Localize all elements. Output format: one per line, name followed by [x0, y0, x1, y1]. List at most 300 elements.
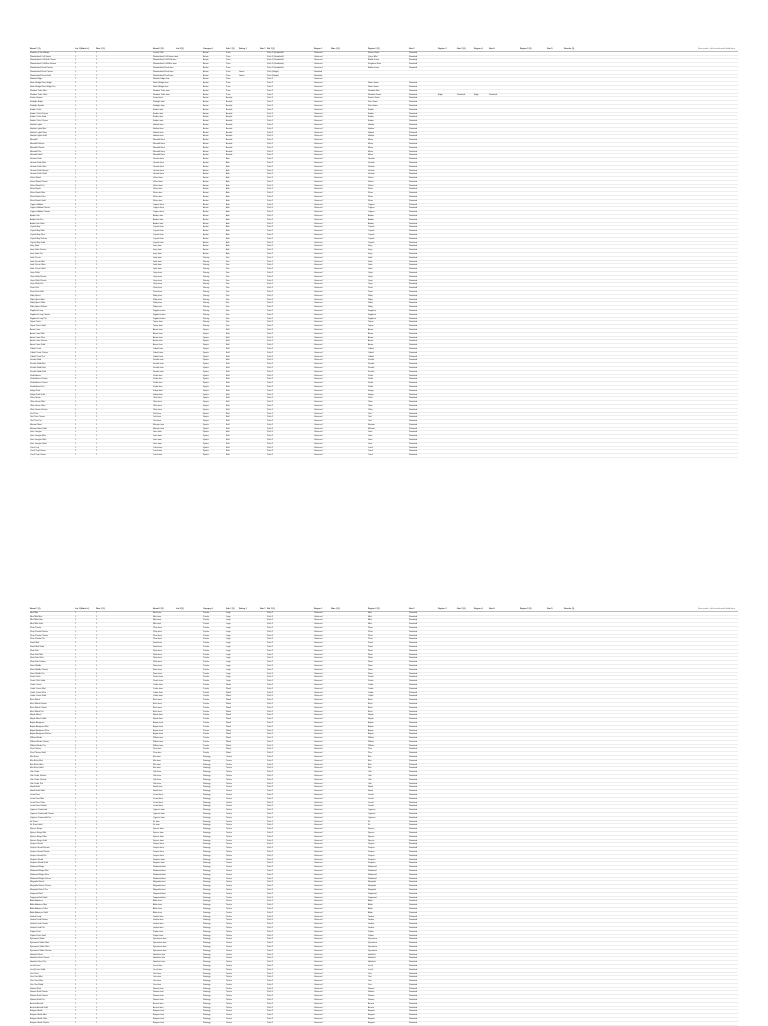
table-cell[interactable]: [260, 329, 266, 332]
table-cell[interactable]: Sports: [203, 416, 209, 419]
table-cell[interactable]: [645, 654, 735, 657]
table-cell[interactable]: [564, 726, 644, 729]
table-cell[interactable]: [438, 264, 456, 267]
table-cell[interactable]: Rowan item: [153, 991, 164, 994]
table-cell[interactable]: [176, 128, 202, 131]
table-cell[interactable]: Silver Brook Ultra: [30, 196, 46, 199]
table-cell[interactable]: Universal: [314, 881, 323, 884]
table-cell[interactable]: [331, 904, 367, 907]
table-cell[interactable]: [645, 767, 735, 770]
table-cell[interactable]: [645, 124, 735, 127]
table-cell[interactable]: [474, 718, 488, 721]
table-cell[interactable]: [489, 828, 519, 831]
table-cell[interactable]: Aspen: [368, 729, 374, 732]
table-cell[interactable]: Game: [239, 74, 245, 77]
table-cell[interactable]: Pack 2: [267, 885, 274, 888]
table-cell[interactable]: Linden: [368, 919, 375, 922]
table-cell[interactable]: [239, 847, 259, 850]
table-cell[interactable]: [239, 86, 259, 89]
table-cell[interactable]: Tactics: [226, 915, 233, 918]
table-cell[interactable]: [260, 94, 266, 97]
table-cell[interactable]: Universal: [314, 302, 323, 305]
table-cell[interactable]: 1: [96, 805, 98, 808]
table-cell[interactable]: [520, 101, 546, 104]
table-cell[interactable]: Universal: [314, 154, 323, 157]
table-cell[interactable]: [457, 223, 473, 226]
table-cell[interactable]: Racing: [203, 291, 210, 293]
table-cell[interactable]: Universal: [314, 699, 323, 702]
table-cell[interactable]: Action: [203, 146, 209, 149]
table-cell[interactable]: [239, 367, 259, 370]
table-cell[interactable]: [438, 120, 456, 123]
table-cell[interactable]: [547, 824, 563, 827]
table-cell[interactable]: [457, 424, 473, 427]
column-header[interactable]: Stat 3 (1): [457, 48, 466, 50]
table-cell[interactable]: [489, 779, 519, 782]
table-cell[interactable]: [520, 619, 546, 622]
table-cell[interactable]: 1: [75, 82, 77, 85]
table-cell[interactable]: [239, 226, 259, 229]
table-cell[interactable]: Standard: [409, 355, 418, 358]
table-cell[interactable]: Pack 2: [267, 306, 274, 309]
table-cell[interactable]: Standard: [409, 104, 418, 107]
table-cell[interactable]: [547, 226, 563, 229]
table-cell[interactable]: [489, 375, 519, 378]
table-cell[interactable]: [260, 889, 266, 892]
table-cell[interactable]: Puzzle: [203, 661, 210, 664]
table-cell[interactable]: [438, 726, 456, 729]
table-cell[interactable]: [474, 226, 488, 229]
table-cell[interactable]: [547, 253, 563, 256]
table-cell[interactable]: [176, 207, 202, 210]
table-cell[interactable]: [260, 654, 266, 657]
table-cell[interactable]: [176, 439, 202, 442]
table-cell[interactable]: Tactics: [226, 771, 233, 774]
table-cell[interactable]: [457, 927, 473, 930]
table-cell[interactable]: Universal: [314, 649, 323, 652]
table-cell[interactable]: [457, 718, 473, 721]
table-cell[interactable]: [564, 942, 644, 945]
table-cell[interactable]: [645, 154, 735, 157]
table-cell[interactable]: [520, 817, 546, 820]
table-cell[interactable]: Standard: [409, 283, 418, 286]
table-cell[interactable]: [547, 234, 563, 237]
table-cell[interactable]: 1: [75, 207, 77, 210]
table-cell[interactable]: [520, 132, 546, 135]
table-cell[interactable]: 1: [96, 272, 98, 275]
table-cell[interactable]: [520, 162, 546, 165]
table-cell[interactable]: [457, 185, 473, 188]
table-cell[interactable]: [457, 420, 473, 423]
table-cell[interactable]: Pack 2: [267, 858, 274, 861]
table-cell[interactable]: [176, 824, 202, 827]
table-cell[interactable]: [645, 204, 735, 207]
table-cell[interactable]: [489, 855, 519, 858]
table-cell[interactable]: [564, 824, 644, 827]
table-cell[interactable]: [564, 344, 644, 347]
table-cell[interactable]: [645, 82, 735, 85]
column-header[interactable]: Region 1: [314, 48, 323, 50]
table-cell[interactable]: [176, 344, 202, 347]
table-cell[interactable]: Action: [203, 120, 209, 123]
table-cell[interactable]: Action: [203, 116, 209, 119]
column-header[interactable]: Ref 1 (1): [267, 48, 275, 50]
table-cell[interactable]: [489, 310, 519, 313]
table-cell[interactable]: Pack 2: [267, 983, 274, 986]
table-cell[interactable]: Scarlet Field Mini: [30, 363, 46, 366]
table-cell[interactable]: [260, 158, 266, 161]
table-cell[interactable]: [438, 866, 456, 869]
table-cell[interactable]: [176, 874, 202, 877]
table-cell[interactable]: [547, 961, 563, 964]
table-cell[interactable]: [438, 63, 456, 66]
table-cell[interactable]: Standard: [409, 116, 418, 119]
column-header[interactable]: Stat 3 (1): [457, 608, 466, 610]
table-cell[interactable]: Sports: [203, 370, 209, 373]
table-cell[interactable]: [438, 722, 456, 725]
table-cell[interactable]: Harbor item: [153, 123, 164, 126]
table-cell[interactable]: [645, 684, 735, 687]
table-cell[interactable]: [645, 359, 735, 362]
table-cell[interactable]: [520, 226, 546, 229]
table-cell[interactable]: [239, 409, 259, 412]
table-cell[interactable]: [331, 699, 367, 702]
table-cell[interactable]: [547, 779, 563, 782]
table-cell[interactable]: [645, 177, 735, 180]
table-cell[interactable]: [176, 942, 202, 945]
table-cell[interactable]: Poplar item: [153, 934, 164, 937]
table-cell[interactable]: [331, 1014, 367, 1017]
table-cell[interactable]: [260, 116, 266, 119]
table-cell[interactable]: [331, 439, 367, 442]
table-cell[interactable]: [520, 310, 546, 313]
table-cell[interactable]: [260, 646, 266, 649]
table-cell[interactable]: [645, 447, 735, 450]
table-cell[interactable]: Puzz: [226, 59, 231, 62]
table-cell[interactable]: [474, 86, 488, 89]
table-cell[interactable]: Pack 2: [267, 683, 274, 686]
table-cell[interactable]: [520, 200, 546, 203]
table-cell[interactable]: 1: [75, 328, 77, 331]
table-cell[interactable]: 1: [96, 336, 98, 339]
table-cell[interactable]: Ruby Sprint Ultra: [30, 302, 46, 305]
table-cell[interactable]: Tactics: [226, 801, 233, 804]
table-cell[interactable]: Universal: [314, 139, 323, 142]
table-cell[interactable]: [564, 741, 644, 744]
table-cell[interactable]: Sports: [203, 389, 209, 392]
table-cell[interactable]: Standard: [409, 896, 418, 899]
table-cell[interactable]: [438, 435, 456, 438]
table-cell[interactable]: [645, 276, 735, 279]
table-cell[interactable]: Tactics: [226, 763, 233, 766]
table-cell[interactable]: [645, 779, 735, 782]
table-cell[interactable]: Ball: [226, 439, 230, 442]
table-cell[interactable]: [457, 893, 473, 896]
table-cell[interactable]: Wonderland Coll Blue item: [153, 63, 177, 66]
table-cell[interactable]: [176, 211, 202, 214]
table-cell[interactable]: [474, 714, 488, 717]
table-cell[interactable]: [176, 86, 202, 89]
table-cell[interactable]: Acacia item: [153, 1006, 164, 1009]
table-cell[interactable]: [547, 775, 563, 778]
table-cell[interactable]: Mint item: [153, 611, 162, 614]
table-cell[interactable]: [176, 401, 202, 404]
table-cell[interactable]: 1: [75, 154, 77, 157]
table-cell[interactable]: [489, 318, 519, 321]
table-cell[interactable]: [489, 386, 519, 389]
table-cell[interactable]: [176, 847, 202, 850]
table-cell[interactable]: [331, 264, 367, 267]
table-cell[interactable]: [260, 684, 266, 687]
table-cell[interactable]: Ember item: [153, 112, 164, 115]
table-cell[interactable]: [331, 832, 367, 835]
table-cell[interactable]: [438, 162, 456, 165]
table-cell[interactable]: Tactics: [226, 964, 233, 967]
table-cell[interactable]: Universal: [314, 775, 323, 778]
table-cell[interactable]: Pack 2: [267, 249, 274, 252]
table-cell[interactable]: Standard: [409, 454, 418, 457]
table-cell[interactable]: Sycamore item: [153, 945, 167, 948]
table-cell[interactable]: [260, 859, 266, 862]
table-cell[interactable]: [547, 443, 563, 446]
table-cell[interactable]: [547, 631, 563, 634]
table-cell[interactable]: [331, 824, 367, 827]
table-cell[interactable]: 1: [75, 317, 77, 320]
table-cell[interactable]: [547, 692, 563, 695]
table-cell[interactable]: Pack 2: [267, 721, 274, 724]
table-cell[interactable]: [520, 722, 546, 725]
table-cell[interactable]: [331, 287, 367, 290]
table-cell[interactable]: [260, 999, 266, 1002]
table-cell[interactable]: [176, 783, 202, 786]
table-cell[interactable]: [176, 181, 202, 184]
table-cell[interactable]: [474, 264, 488, 267]
table-cell[interactable]: Cobalt Court Pro: [30, 355, 45, 358]
table-cell[interactable]: [438, 931, 456, 934]
table-cell[interactable]: [489, 881, 519, 884]
table-cell[interactable]: [331, 984, 367, 987]
table-cell[interactable]: Hazel item: [153, 786, 163, 789]
table-cell[interactable]: Logic: [226, 619, 231, 622]
table-cell[interactable]: [176, 790, 202, 793]
table-cell[interactable]: 1: [96, 744, 98, 747]
table-cell[interactable]: Wonderland Rush Gold: [30, 74, 51, 77]
table-cell[interactable]: [564, 707, 644, 710]
table-cell[interactable]: [260, 109, 266, 112]
table-cell[interactable]: [520, 291, 546, 294]
table-cell[interactable]: [239, 767, 259, 770]
table-cell[interactable]: Cedar Cross Mini: [30, 687, 46, 690]
table-cell[interactable]: 1: [75, 657, 77, 660]
table-cell[interactable]: [260, 192, 266, 195]
table-cell[interactable]: [645, 866, 735, 869]
table-cell[interactable]: 1: [75, 161, 77, 164]
table-cell[interactable]: 1: [96, 672, 98, 675]
table-cell[interactable]: Universal: [314, 976, 323, 979]
table-cell[interactable]: [474, 143, 488, 146]
table-cell[interactable]: [474, 196, 488, 199]
table-cell[interactable]: Sequoia Stand: [30, 858, 44, 861]
table-cell[interactable]: [438, 779, 456, 782]
table-cell[interactable]: [457, 642, 473, 645]
table-cell[interactable]: [438, 234, 456, 237]
table-cell[interactable]: [239, 204, 259, 207]
table-cell[interactable]: [520, 673, 546, 676]
table-cell[interactable]: Lime item: [153, 442, 162, 445]
table-cell[interactable]: [520, 669, 546, 672]
table-cell[interactable]: [239, 859, 259, 862]
table-cell[interactable]: [547, 916, 563, 919]
table-cell[interactable]: [520, 866, 546, 869]
table-cell[interactable]: [564, 291, 644, 294]
table-cell[interactable]: [645, 348, 735, 351]
table-cell[interactable]: [239, 420, 259, 423]
table-cell[interactable]: Peach item: [153, 680, 164, 683]
table-cell[interactable]: [457, 931, 473, 934]
table-cell[interactable]: [239, 268, 259, 271]
table-cell[interactable]: Granite: [368, 169, 375, 172]
table-cell[interactable]: [331, 166, 367, 169]
table-cell[interactable]: 1: [75, 378, 77, 381]
table-cell[interactable]: [260, 912, 266, 915]
table-cell[interactable]: Universal: [314, 1014, 323, 1017]
table-cell[interactable]: [409, 78, 437, 81]
table-cell[interactable]: Spruce: [368, 832, 375, 835]
table-cell[interactable]: Azure: [368, 344, 374, 347]
table-cell[interactable]: Standard: [409, 851, 418, 853]
table-cell[interactable]: Standard: [409, 120, 418, 123]
table-cell[interactable]: 1: [75, 778, 77, 781]
table-cell[interactable]: 1: [96, 923, 98, 926]
table-cell[interactable]: [520, 642, 546, 645]
table-cell[interactable]: [176, 973, 202, 976]
table-cell[interactable]: [457, 881, 473, 884]
table-cell[interactable]: Alder: [368, 900, 373, 903]
table-cell[interactable]: 1: [96, 767, 98, 770]
table-cell[interactable]: Edge: [438, 93, 443, 96]
table-cell[interactable]: Standard: [409, 177, 418, 180]
table-cell[interactable]: [176, 405, 202, 408]
table-cell[interactable]: [176, 170, 202, 173]
table-cell[interactable]: [331, 931, 367, 934]
table-cell[interactable]: [520, 120, 546, 123]
table-cell[interactable]: Action: [203, 188, 209, 191]
table-cell[interactable]: [457, 242, 473, 245]
table-cell[interactable]: [331, 965, 367, 968]
table-cell[interactable]: 1: [75, 279, 77, 282]
table-cell[interactable]: 1: [75, 866, 77, 869]
table-cell[interactable]: [457, 348, 473, 351]
table-cell[interactable]: Spruce Siege: [30, 828, 43, 831]
table-cell[interactable]: [645, 619, 735, 622]
table-cell[interactable]: Pack 2: [267, 158, 274, 161]
table-cell[interactable]: Harbor item: [153, 135, 164, 138]
table-cell[interactable]: [547, 264, 563, 267]
table-cell[interactable]: [645, 401, 735, 404]
table-cell[interactable]: [645, 931, 735, 934]
table-cell[interactable]: Pack 2: [267, 714, 274, 717]
table-cell[interactable]: [239, 673, 259, 676]
table-cell[interactable]: [239, 97, 259, 100]
table-cell[interactable]: Indigo item: [153, 389, 163, 392]
table-cell[interactable]: Universal: [314, 370, 323, 373]
table-cell[interactable]: [457, 631, 473, 634]
table-cell[interactable]: Pack 2: [267, 942, 274, 945]
table-cell[interactable]: [457, 78, 473, 81]
table-cell[interactable]: Pack 2: [267, 896, 274, 899]
table-cell[interactable]: [564, 162, 644, 165]
table-cell[interactable]: [331, 124, 367, 127]
table-cell[interactable]: Tactics: [226, 794, 233, 797]
table-cell[interactable]: [260, 337, 266, 340]
table-cell[interactable]: [457, 866, 473, 869]
table-cell[interactable]: Strategy: [203, 824, 211, 827]
table-cell[interactable]: [260, 904, 266, 907]
table-cell[interactable]: [520, 371, 546, 374]
table-cell[interactable]: Standard: [409, 756, 418, 759]
table-cell[interactable]: [176, 261, 202, 264]
table-cell[interactable]: [331, 268, 367, 271]
table-cell[interactable]: [547, 63, 563, 66]
table-cell[interactable]: Tactics: [226, 919, 233, 922]
table-cell[interactable]: Standard: [409, 1014, 418, 1017]
table-cell[interactable]: [547, 413, 563, 416]
table-cell[interactable]: [176, 166, 202, 169]
table-cell[interactable]: [239, 889, 259, 892]
table-cell[interactable]: [239, 973, 259, 976]
table-cell[interactable]: Standard: [489, 93, 498, 96]
table-cell[interactable]: Strategy: [203, 847, 211, 850]
table-cell[interactable]: 1: [75, 797, 77, 800]
table-cell[interactable]: Ivory item: [153, 249, 162, 252]
table-cell[interactable]: [489, 836, 519, 839]
table-cell[interactable]: [176, 230, 202, 233]
table-cell[interactable]: [176, 935, 202, 938]
table-cell[interactable]: Tactics: [226, 923, 233, 926]
table-cell[interactable]: Standard: [409, 241, 418, 244]
table-cell[interactable]: 1: [96, 702, 98, 705]
table-cell[interactable]: Tactics: [226, 828, 233, 831]
table-cell[interactable]: [176, 56, 202, 59]
table-cell[interactable]: [489, 120, 519, 123]
table-cell[interactable]: Tactics: [226, 877, 233, 880]
table-cell[interactable]: [520, 707, 546, 710]
table-cell[interactable]: Spruce item: [153, 828, 164, 831]
table-cell[interactable]: Strategy: [203, 942, 211, 945]
table-cell[interactable]: [489, 75, 519, 78]
table-cell[interactable]: [260, 916, 266, 919]
table-cell[interactable]: Sycamore item: [153, 942, 167, 945]
table-cell[interactable]: [474, 794, 488, 797]
table-cell[interactable]: [520, 196, 546, 199]
table-cell[interactable]: Pearl Drift Gold: [30, 291, 44, 293]
table-cell[interactable]: Strategy: [203, 930, 211, 933]
table-cell[interactable]: Hemlock item: [153, 953, 166, 956]
table-cell[interactable]: [331, 435, 367, 438]
table-cell[interactable]: Magnolia: [368, 888, 377, 891]
table-cell[interactable]: 1: [96, 961, 98, 964]
table-cell[interactable]: Standard: [409, 695, 418, 698]
table-cell[interactable]: [457, 969, 473, 972]
table-cell[interactable]: [176, 295, 202, 298]
table-cell[interactable]: [260, 401, 266, 404]
table-cell[interactable]: Banyan Battle Mini: [30, 1014, 47, 1017]
table-cell[interactable]: [547, 97, 563, 100]
table-cell[interactable]: Scarlet item: [153, 366, 164, 369]
table-cell[interactable]: [474, 188, 488, 191]
table-cell[interactable]: 1: [75, 412, 77, 415]
table-cell[interactable]: Standard: [409, 626, 418, 629]
